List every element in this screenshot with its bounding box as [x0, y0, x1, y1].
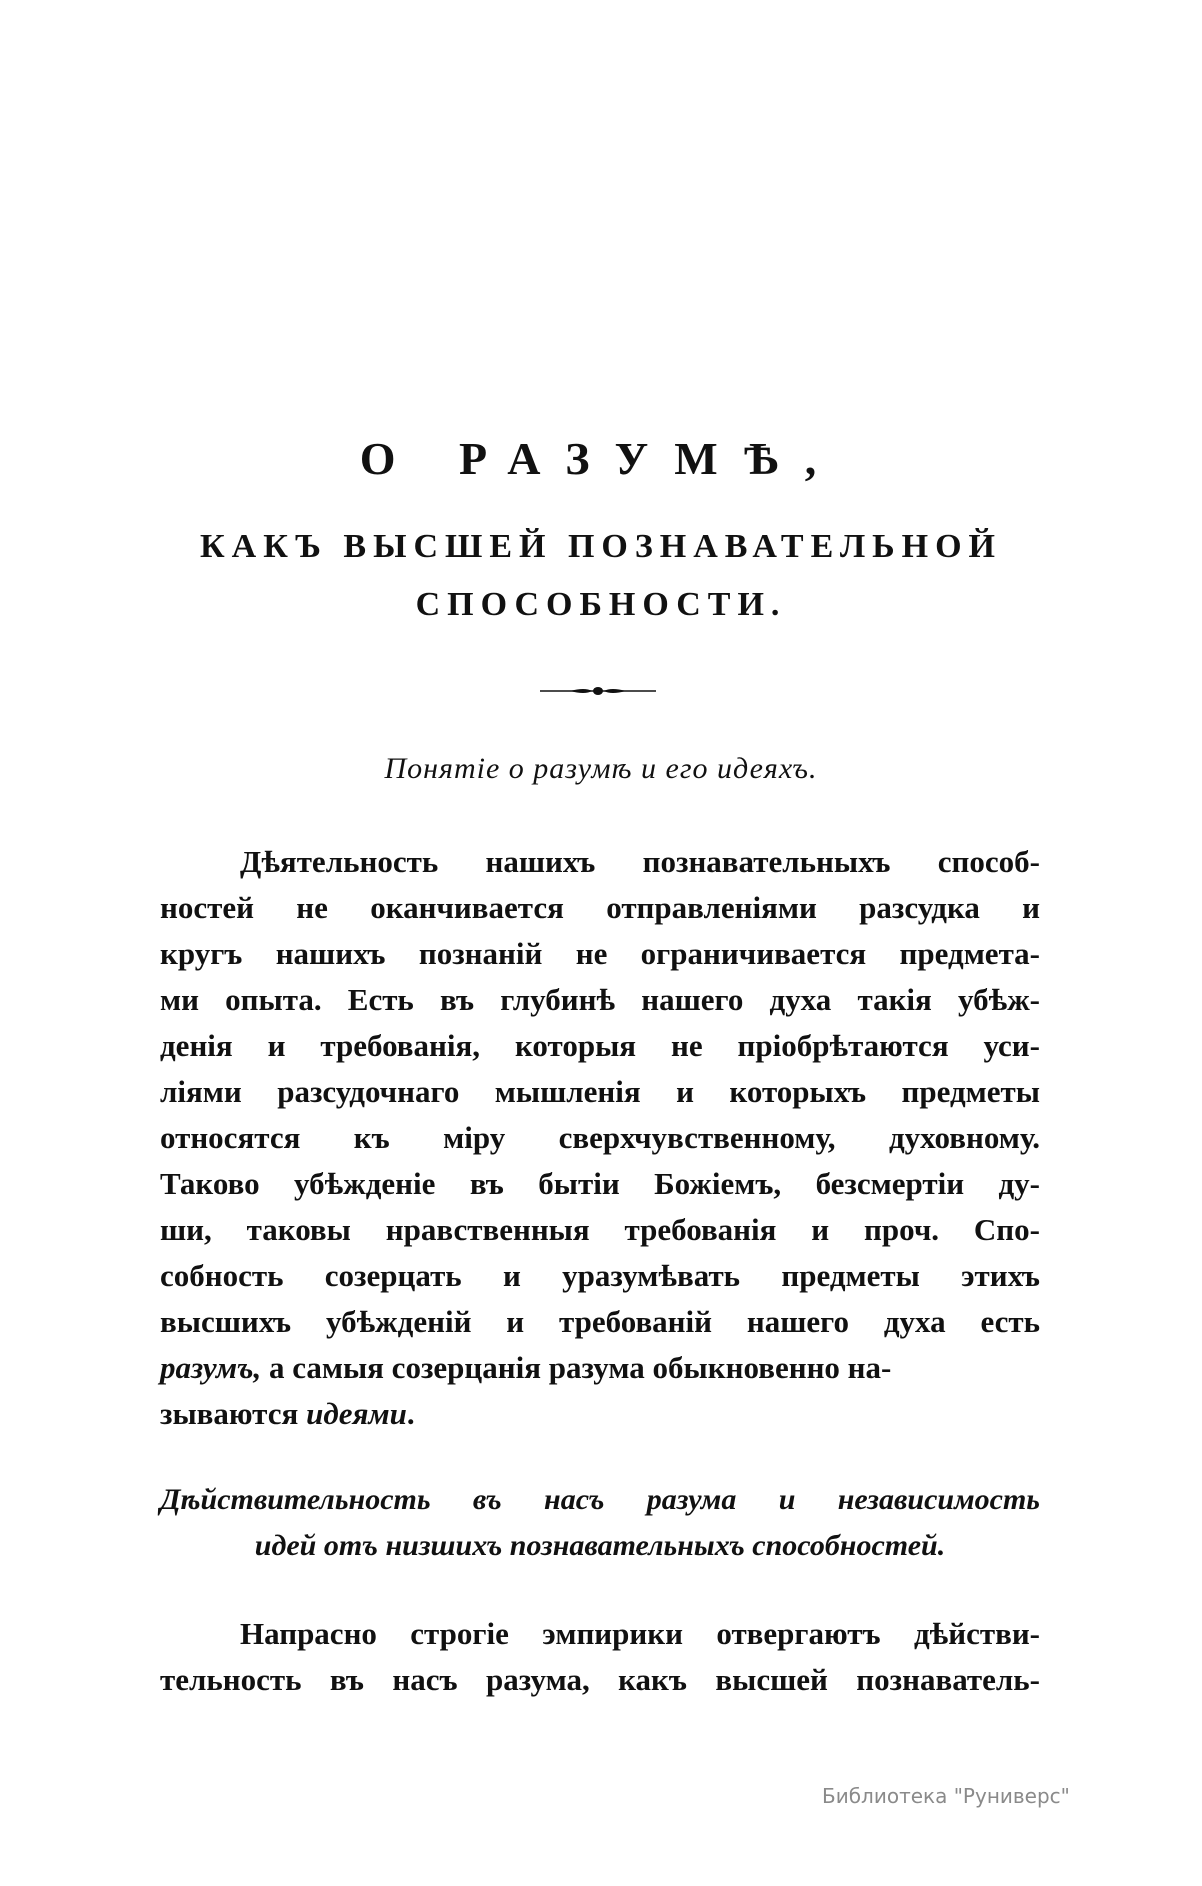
emphasis-term: идеями	[306, 1396, 407, 1431]
chapter-subtitle-line-1: КАКЪ ВЫСШЕЙ ПОЗНАВАТЕЛЬНОЙ	[200, 528, 1002, 565]
text-line	[160, 1348, 1040, 1388]
text-line: Дѣятельность нашихъ познавательныхъ способ-	[240, 844, 1040, 879]
text-line: ми опыта. Есть въ глубинѣ нашего духа такія убѣж-	[160, 982, 1040, 1017]
section-heading-2-line-2: идей отъ низшихъ познавательныхъ способностей.	[254, 1529, 946, 1562]
section-heading-2-line-1: Дѣйствительность въ насъ разума и независимость	[160, 1483, 1040, 1516]
text-span: .	[406, 1396, 415, 1431]
text-line: ностей не оканчивается отправленіями разсудка и	[160, 890, 1040, 925]
text-line: ши, таковы нравственныя требованія и проч. Спо-	[160, 1212, 1040, 1247]
text-line: кругъ нашихъ познаній не ограничивается предмета-	[160, 936, 1040, 971]
text-span: а самыя созерцанія разума обыкновенно на-	[261, 1350, 892, 1385]
text-line: Напрасно строгіе эмпирики отвергаютъ дѣйстви-	[240, 1616, 1040, 1651]
text-line: высшихъ убѣжденій и требованій нашего духа есть	[160, 1304, 1040, 1339]
text-line	[160, 1394, 1040, 1434]
library-watermark: Библиотека "Руниверс"	[822, 1784, 1070, 1808]
text-line: относятся къ міру сверхчувственному, духовному.	[160, 1120, 1040, 1155]
ornament-divider-icon	[540, 686, 656, 696]
text-line: тельность въ насъ разума, какъ высшей познаватель-	[160, 1662, 1040, 1697]
chapter-title: О РАЗУМѢ,	[359, 433, 843, 484]
text-span: зываются	[160, 1396, 307, 1431]
section-heading: Понятіе о разумѣ и его идеяхъ.	[384, 752, 818, 785]
emphasis-term: разумъ,	[160, 1350, 262, 1385]
text-line: денія и требованія, которыя не пріобрѣтаются уси-	[160, 1028, 1040, 1063]
text-line: ліями разсудочнаго мышленія и которыхъ предметы	[160, 1074, 1040, 1109]
chapter-subtitle-line-2: СПОСОБНОСТИ.	[415, 586, 787, 623]
text-line: собность созерцать и уразумѣвать предметы этихъ	[160, 1258, 1040, 1293]
text-line: Таково убѣжденіе въ бытіи Божіемъ, безсмертіи ду-	[160, 1166, 1040, 1201]
